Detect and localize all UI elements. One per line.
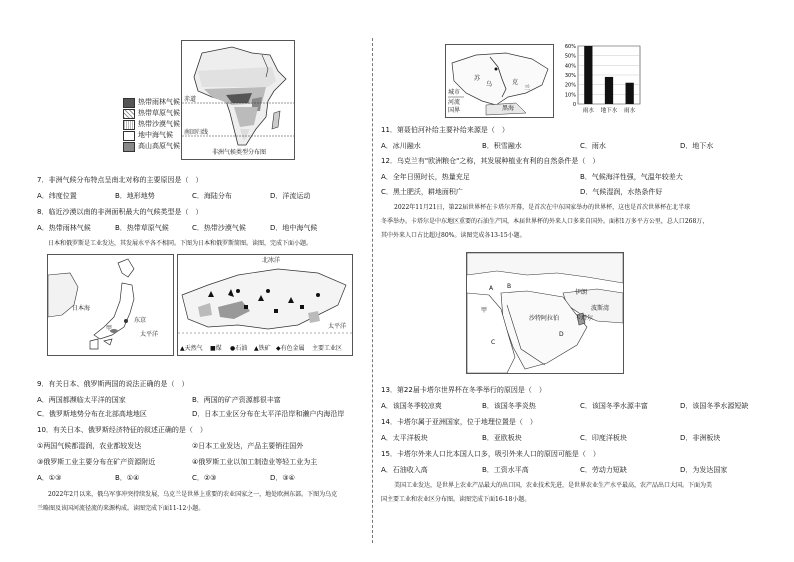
q12-stem: 12．乌克兰有"欧洲粮仓"之称，其发展种植业有利的自然条件是（ ） xyxy=(381,157,600,165)
y-tick-label: 30% xyxy=(564,73,576,79)
q12-option-b[interactable]: B．气候海洋性强，气温年较差大 xyxy=(580,173,683,181)
q13-option-d[interactable]: D．该国冬季水源短缺 xyxy=(680,402,749,410)
q10-option-c[interactable]: C．②③ xyxy=(192,474,217,482)
legend-coal: ■煤 xyxy=(210,345,222,352)
runoff-bar-chart xyxy=(560,42,644,120)
africa-climate-map xyxy=(181,40,295,160)
qatar-map-label-a: A xyxy=(489,285,494,292)
q8-option-b[interactable]: B．热带草原气候 xyxy=(115,224,169,232)
tokyo-label: 东京 xyxy=(134,317,147,324)
ukraine-map-label-lan: 兰 xyxy=(524,85,531,92)
legend-city: 城市 xyxy=(448,89,461,96)
qatar-label: 卡塔尔 xyxy=(575,315,594,322)
legend-swatch xyxy=(123,120,135,130)
q15-option-d[interactable]: D．为发达国家 xyxy=(680,466,728,474)
q10-option-a[interactable]: A．①③ xyxy=(37,474,62,482)
legend-metals: ◆有色金属 xyxy=(276,345,305,352)
q7-option-c[interactable]: C．海陆分布 xyxy=(192,192,232,200)
legend-label: 热带草原气候 xyxy=(138,109,180,117)
q10-option-d[interactable]: D．③④ xyxy=(270,474,295,482)
q15-option-a[interactable]: A．石油收入高 xyxy=(381,466,428,474)
q12-option-a[interactable]: A．全年日照时长，热量充足 xyxy=(381,173,470,181)
q13-stem: 13．第22届卡塔尔世界杯在冬季举行的原因是（ ） xyxy=(381,386,546,394)
q8-option-c[interactable]: C．热带沙漠气候 xyxy=(192,224,246,232)
russia-pacific-label: 太平洋 xyxy=(328,323,347,330)
russia-map xyxy=(177,254,353,356)
q10-statement-4: ④俄罗斯工业以加工制造业等轻工业为主 xyxy=(192,458,318,466)
q7-option-b[interactable]: B．地形地势 xyxy=(115,192,155,200)
q9-option-c[interactable]: C．俄罗斯地势分布在北部高地地区 xyxy=(37,410,147,418)
q8-option-a[interactable]: A．热带雨林气候 xyxy=(37,224,91,232)
q8-option-d[interactable]: D．地中海气候 xyxy=(270,224,318,232)
bar xyxy=(584,46,592,104)
qatar-map-graphic xyxy=(467,253,623,373)
japan-sea-label: 日本海 xyxy=(72,305,91,312)
column-divider xyxy=(372,38,373,543)
pacific-label: 太平洋 xyxy=(140,331,159,338)
legend-label: 地中海气候 xyxy=(138,131,173,139)
q12-option-d[interactable]: D．气候湿润，水热条件好 xyxy=(580,188,663,196)
bar xyxy=(626,83,634,104)
black-sea-label: 黑海 xyxy=(502,105,515,112)
q7-option-d[interactable]: D．洋流运动 xyxy=(270,192,311,200)
q9-option-b[interactable]: B．两国的矿产资源都很丰富 xyxy=(192,396,281,404)
intro-qatar-line1: 2022年11月21日，第22届世界杯在卡塔尔开幕，是首次在中东国家举办的世界杯，这也是首次世界杯在北半球 xyxy=(394,204,691,211)
intro-usa-line2: 国主要工业和农业区分布图。读图完成下面16-18小题。 xyxy=(381,496,531,503)
intro-qatar-line2: 冬季举办。卡塔尔是中东地区重要的石油生产国，本届世界杯的外来人口多来自国外。面积1万多平方公里，总人口268万， xyxy=(381,218,709,225)
q14-stem: 14．卡塔尔属于亚洲国家，位于地理位置是（ ） xyxy=(381,418,537,426)
y-tick-label: 40% xyxy=(564,63,576,70)
africa-map-graphic xyxy=(182,41,294,159)
y-tick-label: 20% xyxy=(564,82,576,89)
q9-option-a[interactable]: A．两国都濒临太平洋的国家 xyxy=(37,396,126,404)
legend-swatch xyxy=(123,142,135,152)
q11-option-d[interactable]: D．地下水 xyxy=(680,142,714,150)
jia-label: 甲 xyxy=(106,325,113,332)
persian-gulf-label: 波斯湾 xyxy=(591,305,610,312)
q12-option-c[interactable]: C．黑土肥沃，耕地面积广 xyxy=(381,188,463,196)
q15-option-b[interactable]: B．工资水平高 xyxy=(482,466,529,474)
africa-map-caption: 非洲气候类型分布图 xyxy=(212,149,267,156)
russia-map-graphic xyxy=(178,255,352,355)
legend-label: 高山高原气候 xyxy=(138,142,180,150)
q13-option-a[interactable]: A．该国冬季较凉爽 xyxy=(381,402,442,410)
runoff-chart-svg xyxy=(560,42,644,120)
intro-japan-russia: 日本和俄罗斯是工业发达，其发展水平各不相同。下图为日本和俄罗斯简图。读图，完成下面小题。 xyxy=(48,240,313,247)
legend-label: 热带沙漠气候 xyxy=(138,120,180,128)
q14-option-a[interactable]: A．太平洋板块 xyxy=(381,434,428,442)
qatar-map-label-jia: 甲 xyxy=(481,307,488,314)
japan-map-graphic xyxy=(48,255,173,355)
qatar-map-label-c: C xyxy=(491,339,496,346)
x-tick-label: 雨水 xyxy=(624,108,636,114)
qatar-map-label-d: D xyxy=(559,331,564,338)
q8-stem: 8．临近沙漠以南的非洲面积最大的气候类型是（ ） xyxy=(37,208,203,216)
legend-river: 河流 xyxy=(448,99,461,106)
legend-swatch xyxy=(123,98,135,108)
legend-natural-gas: ▲天然气 xyxy=(180,345,203,352)
legend-border: 国界 xyxy=(448,107,461,114)
lat-label-tropic-capricorn: 南回归线 xyxy=(184,129,209,136)
legend-label: 热带雨林气候 xyxy=(138,98,180,106)
arctic-ocean-label: 北冰洋 xyxy=(262,257,281,264)
legend-swatch xyxy=(123,131,135,141)
japan-map xyxy=(47,254,174,356)
africa-climate-legend xyxy=(123,98,193,154)
q7-option-a[interactable]: A．纬度位置 xyxy=(37,192,77,200)
y-tick-label: 60% xyxy=(564,44,576,50)
x-tick-label: 地下水 xyxy=(600,108,618,114)
ukraine-map xyxy=(445,44,554,118)
ukraine-map-graphic xyxy=(446,45,553,117)
q11-option-c[interactable]: C．雨水 xyxy=(580,142,606,150)
legend-swatch xyxy=(123,109,135,119)
legend-iron: ▲铁矿 xyxy=(254,345,271,352)
q10-option-b[interactable]: B．①④ xyxy=(115,474,140,482)
q14-option-d[interactable]: D．非洲板块 xyxy=(680,434,721,442)
qatar-region-map xyxy=(466,252,624,374)
y-tick-label: 10% xyxy=(564,92,576,99)
q11-option-b[interactable]: B．积雪融水 xyxy=(482,142,522,150)
bar xyxy=(605,77,613,104)
y-tick-label: 0 xyxy=(572,102,576,108)
q11-option-a[interactable]: A．冰川融水 xyxy=(381,142,421,150)
ukraine-map-label-wu: 乌 xyxy=(486,81,493,88)
legend-oil: ●石油 xyxy=(230,345,248,352)
q7-stem: 7．非洲气候分布特点呈南北对称的主要原因是（ ） xyxy=(37,176,203,184)
q10-statement-2: ②日本工业发达，产品主要销往国外 xyxy=(192,442,304,450)
q13-option-b[interactable]: B．该国冬季炎热 xyxy=(482,402,536,410)
intro-ukraine-line1: 2022年2月以来，俄乌军事冲突持续发展，乌克兰是世界上重要的农业国家之一，地处欧洲东部。下图为乌克 xyxy=(48,491,338,498)
intro-ukraine-line2: 兰略图及该国河流径流的来源构成。读图完成下面11-12小题。 xyxy=(37,505,205,512)
q10-statement-1: ①两国气候都湿润，农业都较发达 xyxy=(37,442,142,450)
intro-qatar-line3: 其中外来人口占比超过80%。读图完成各13-15小题。 xyxy=(381,232,526,239)
q15-stem: 15．卡塔尔外来人口比本国人口多，吸引外来人口的原因可能是（ ） xyxy=(381,450,600,458)
russia-map-legend xyxy=(180,345,350,354)
qatar-map-label-b: B xyxy=(507,283,512,290)
iran-label: 伊朗 xyxy=(575,289,588,296)
saudi-arabia-label: 沙特阿拉伯 xyxy=(529,315,560,322)
q9-stem: 9．有关日本、俄罗斯两国的说法正确的是（ ） xyxy=(37,380,189,388)
q11-stem: 11．第聂伯河补给主要补给来源是（ ） xyxy=(381,126,509,134)
q15-option-c[interactable]: C．劳动力短缺 xyxy=(580,466,627,474)
q13-option-c[interactable]: C．该国冬季水源丰富 xyxy=(580,402,648,410)
q10-stem: 10．有关日本、俄罗斯经济特征的叙述正确的是（ ） xyxy=(37,426,207,434)
q10-statement-3: ③俄罗斯工业主要分布在矿产资源附近 xyxy=(37,458,156,466)
y-tick-label: 50% xyxy=(564,53,576,60)
x-tick-label: 雨水 xyxy=(582,108,594,114)
lat-label-equator: 赤道 xyxy=(184,96,197,103)
intro-usa-line1: 美国工业发达，是世界上农业产品最大的出口国，农业技术先进，是世界农业生产水平最高，农产品出口大国。下面为美 xyxy=(394,482,713,489)
legend-industrial-zone: 主要工业区 xyxy=(312,345,343,352)
q14-option-b[interactable]: B．亚欧板块 xyxy=(482,434,522,442)
ukraine-map-label-su: 苏 xyxy=(474,75,481,82)
ukraine-map-label-ke: 克 xyxy=(512,79,519,86)
q9-option-d[interactable]: D．日本工业区分布在太平洋沿岸和濑户内海沿岸 xyxy=(192,410,345,418)
q14-option-c[interactable]: C．印度洋板块 xyxy=(580,434,627,442)
